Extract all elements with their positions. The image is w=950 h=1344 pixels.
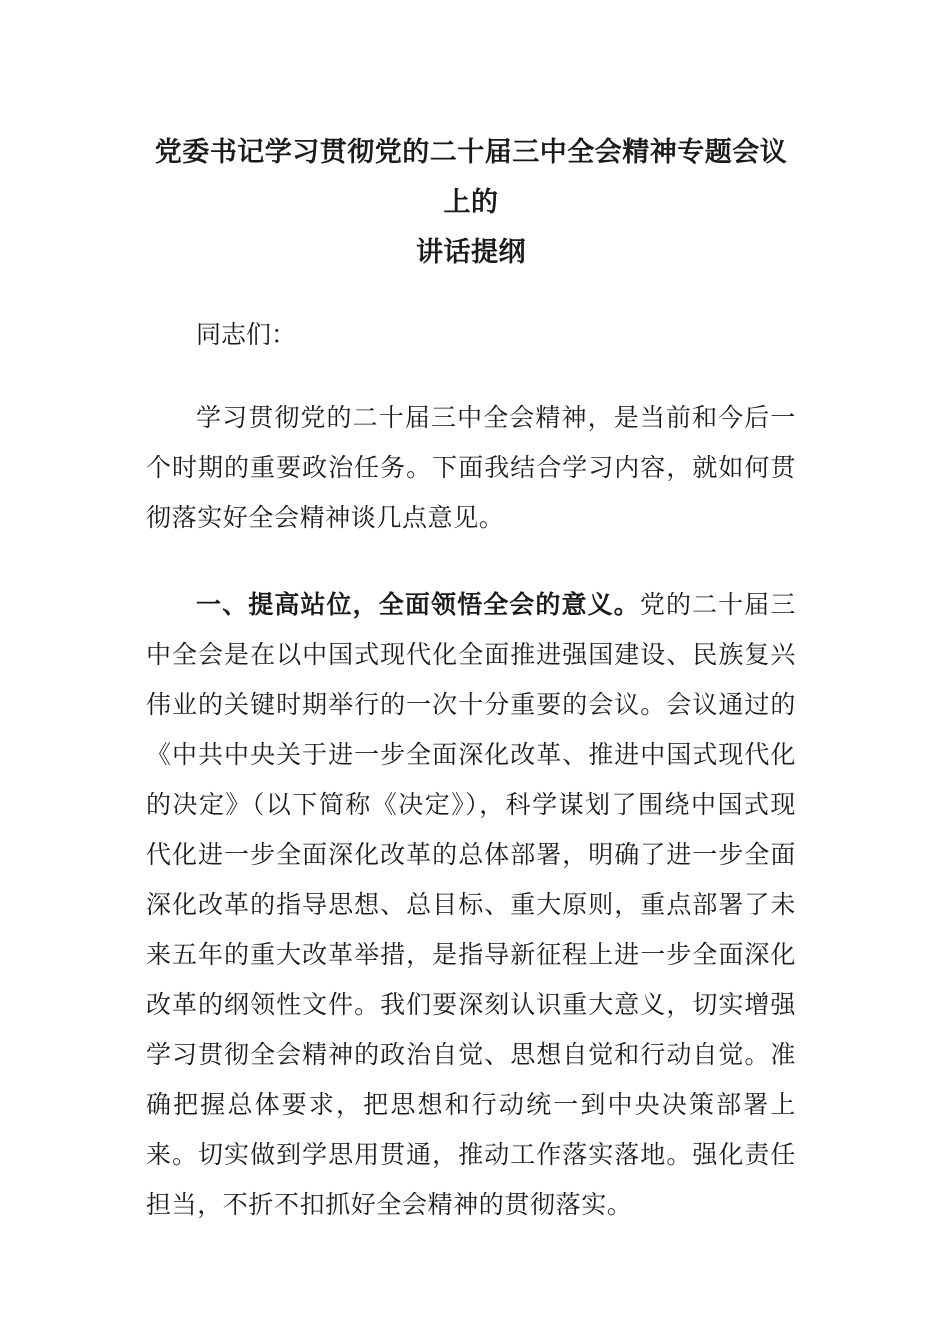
section-1-heading: 一、提高站位，全面领悟全会的意义。 [196, 590, 640, 619]
intro-paragraph: 学习贯彻党的二十届三中全会精神，是当前和今后一个时期的重要政治任务。下面我结合学习内容，就如何贯彻落实好全会精神谈几点意见。 [146, 403, 796, 532]
section-1-body: 党的二十届三中全会是在以中国式现代化全面推进强国建设、民族复兴伟业的关键时期举行的一次十分重要的会议。会议通过的《中共中央关于进一步全面深化改革、推进中国式现代化的决定》（以下简称《决定》），科学谋划了围绕中国式现代化进一步全面深化改革的总体部署，明确了进一步全面深化改革的指导思想、总目标、重大原则，重点部署了未来五年的重大改革举措，是指导新征程上进一步全面深化改革的纲领性文件。我们要深刻认识重大意义，切实增强学习贯彻全会精神的政治自觉、思想自觉和行动自觉。准确把握总体要求，把思想和行动统一到中央决策部署上来。切实做到学思用贯通，推动工作落实落地。强化责任担当，不折不扣抓好全会精神的贯彻落实。 [146, 590, 797, 1219]
title-line-2: 讲话提纲 [416, 237, 526, 268]
section-1-paragraph [146, 580, 796, 1230]
document-title [146, 128, 796, 278]
document-page [146, 128, 796, 1230]
title-line-1: 党委书记学习贯彻党的二十届三中全会精神专题会议上的 [154, 137, 788, 218]
salutation: 同志们： [196, 320, 297, 349]
